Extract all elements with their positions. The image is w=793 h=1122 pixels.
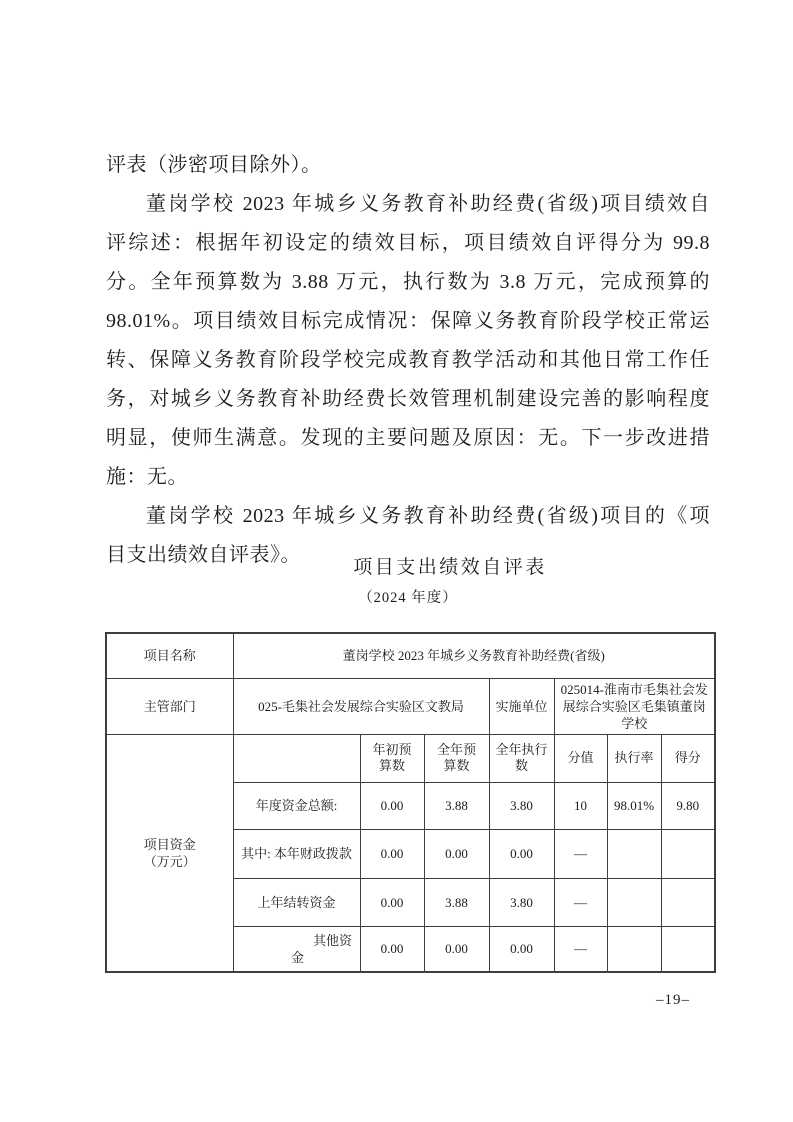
value-cell (607, 829, 661, 878)
header-line: 数 (514, 758, 528, 773)
value-cell: 0.00 (360, 926, 424, 972)
unit-value-cell: 025014-淮南市毛集社会发展综合实验区毛集镇董岗学校 (554, 678, 715, 734)
other-funds-line1: 其他资 (312, 932, 352, 948)
text-line: 务，对城乡义务教育补助经费长效管理机制建设完善的影响程度 (106, 388, 710, 410)
value-cell: 3.88 (424, 878, 489, 926)
row-label-other-funds (233, 926, 360, 972)
value-cell: 3.88 (424, 782, 489, 829)
table-title (106, 556, 710, 580)
text-line: 评表（涉密项目除外）。 (106, 154, 322, 176)
value-cell: 0.00 (424, 829, 489, 878)
column-header-annual-execution (489, 734, 554, 782)
value-cell (607, 926, 661, 972)
text-line: 董岗学校 2023 年城乡义务教育补助经费(省级)项目绩效自 (146, 193, 710, 215)
funds-section-label-cell (106, 734, 233, 972)
column-header-initial-budget (360, 734, 424, 782)
column-header-annual-budget (424, 734, 489, 782)
value-cell: 3.80 (489, 782, 554, 829)
text-line: 98.01%。项目绩效目标完成情况：保障义务教育阶段学校正常运 (106, 310, 710, 332)
project-name-value-cell: 董岗学校 2023 年城乡义务教育补助经费(省级) (233, 633, 715, 678)
page-number: –19– (656, 992, 690, 1008)
value-cell: 10 (554, 782, 607, 829)
header-line: 分值 (567, 750, 594, 765)
value-cell: 0.00 (360, 878, 424, 926)
text-line: 评综述：根据年初设定的绩效目标，项目绩效自评得分为 99.8 (106, 232, 710, 254)
column-header-execution-rate (607, 734, 661, 782)
value-cell: 3.80 (489, 878, 554, 926)
dept-value-cell: 025-毛集社会发展综合实验区文教局 (233, 678, 489, 734)
text-line: 董岗学校 2023 年城乡义务教育补助经费(省级)项目的《项 (146, 505, 710, 527)
header-line: 算数 (378, 758, 405, 773)
header-line: 执行率 (614, 750, 654, 765)
value-cell: 0.00 (489, 926, 554, 972)
value-cell: 0.00 (360, 782, 424, 829)
table-subtitle: （2024 年度） (358, 590, 458, 606)
value-cell (661, 829, 715, 878)
header-line: 全年执行 (495, 742, 548, 757)
value-cell (661, 878, 715, 926)
value-cell (607, 878, 661, 926)
row-label-total-funds: 年度资金总额: (233, 782, 360, 829)
dept-label-cell: 主管部门 (106, 678, 233, 734)
header-line: 全年预 (436, 742, 476, 757)
value-cell: 98.01% (607, 782, 661, 829)
text-line: 施：无。 (106, 466, 188, 488)
text-line: 目支出绩效自评表》。 (106, 544, 301, 566)
unit-label-cell: 实施单位 (489, 678, 554, 734)
value-cell: 9.80 (661, 782, 715, 829)
header-line: 得分 (674, 750, 701, 765)
table-title-text: 项目支出绩效自评表 (353, 557, 547, 578)
text-line: 分。全年预算数为 3.88 万元，执行数为 3.8 万元，完成预算的 (106, 271, 710, 293)
self-eval-table-wrap (105, 632, 716, 973)
other-funds-line2: 金 (290, 949, 304, 965)
column-header-score (661, 734, 715, 782)
value-cell: 0.00 (489, 829, 554, 878)
body-text-block (106, 146, 710, 575)
funds-label-line1: 项目资金 (143, 836, 196, 852)
text-line: 明显，使师生满意。发现的主要问题及原因：无。下一步改进措 (106, 427, 710, 449)
value-cell: — (554, 829, 607, 878)
value-cell: 0.00 (360, 829, 424, 878)
column-header-score-weight (554, 734, 607, 782)
row-label-current-year-appropriation: 其中: 本年财政拨款 (233, 829, 360, 878)
row-label-carryover-funds: 上年结转资金 (233, 878, 360, 926)
header-line: 算数 (443, 758, 470, 773)
value-cell: — (554, 926, 607, 972)
empty-header-cell (233, 734, 360, 782)
project-name-label-cell: 项目名称 (106, 633, 233, 678)
funds-label-line2: （万元） (143, 853, 196, 869)
value-cell (661, 926, 715, 972)
value-cell: — (554, 878, 607, 926)
value-cell: 0.00 (424, 926, 489, 972)
header-line: 年初预 (372, 742, 412, 757)
text-line: 转、保障义务教育阶段学校完成教育教学活动和其他日常工作任 (106, 349, 710, 371)
self-eval-table (105, 632, 716, 973)
